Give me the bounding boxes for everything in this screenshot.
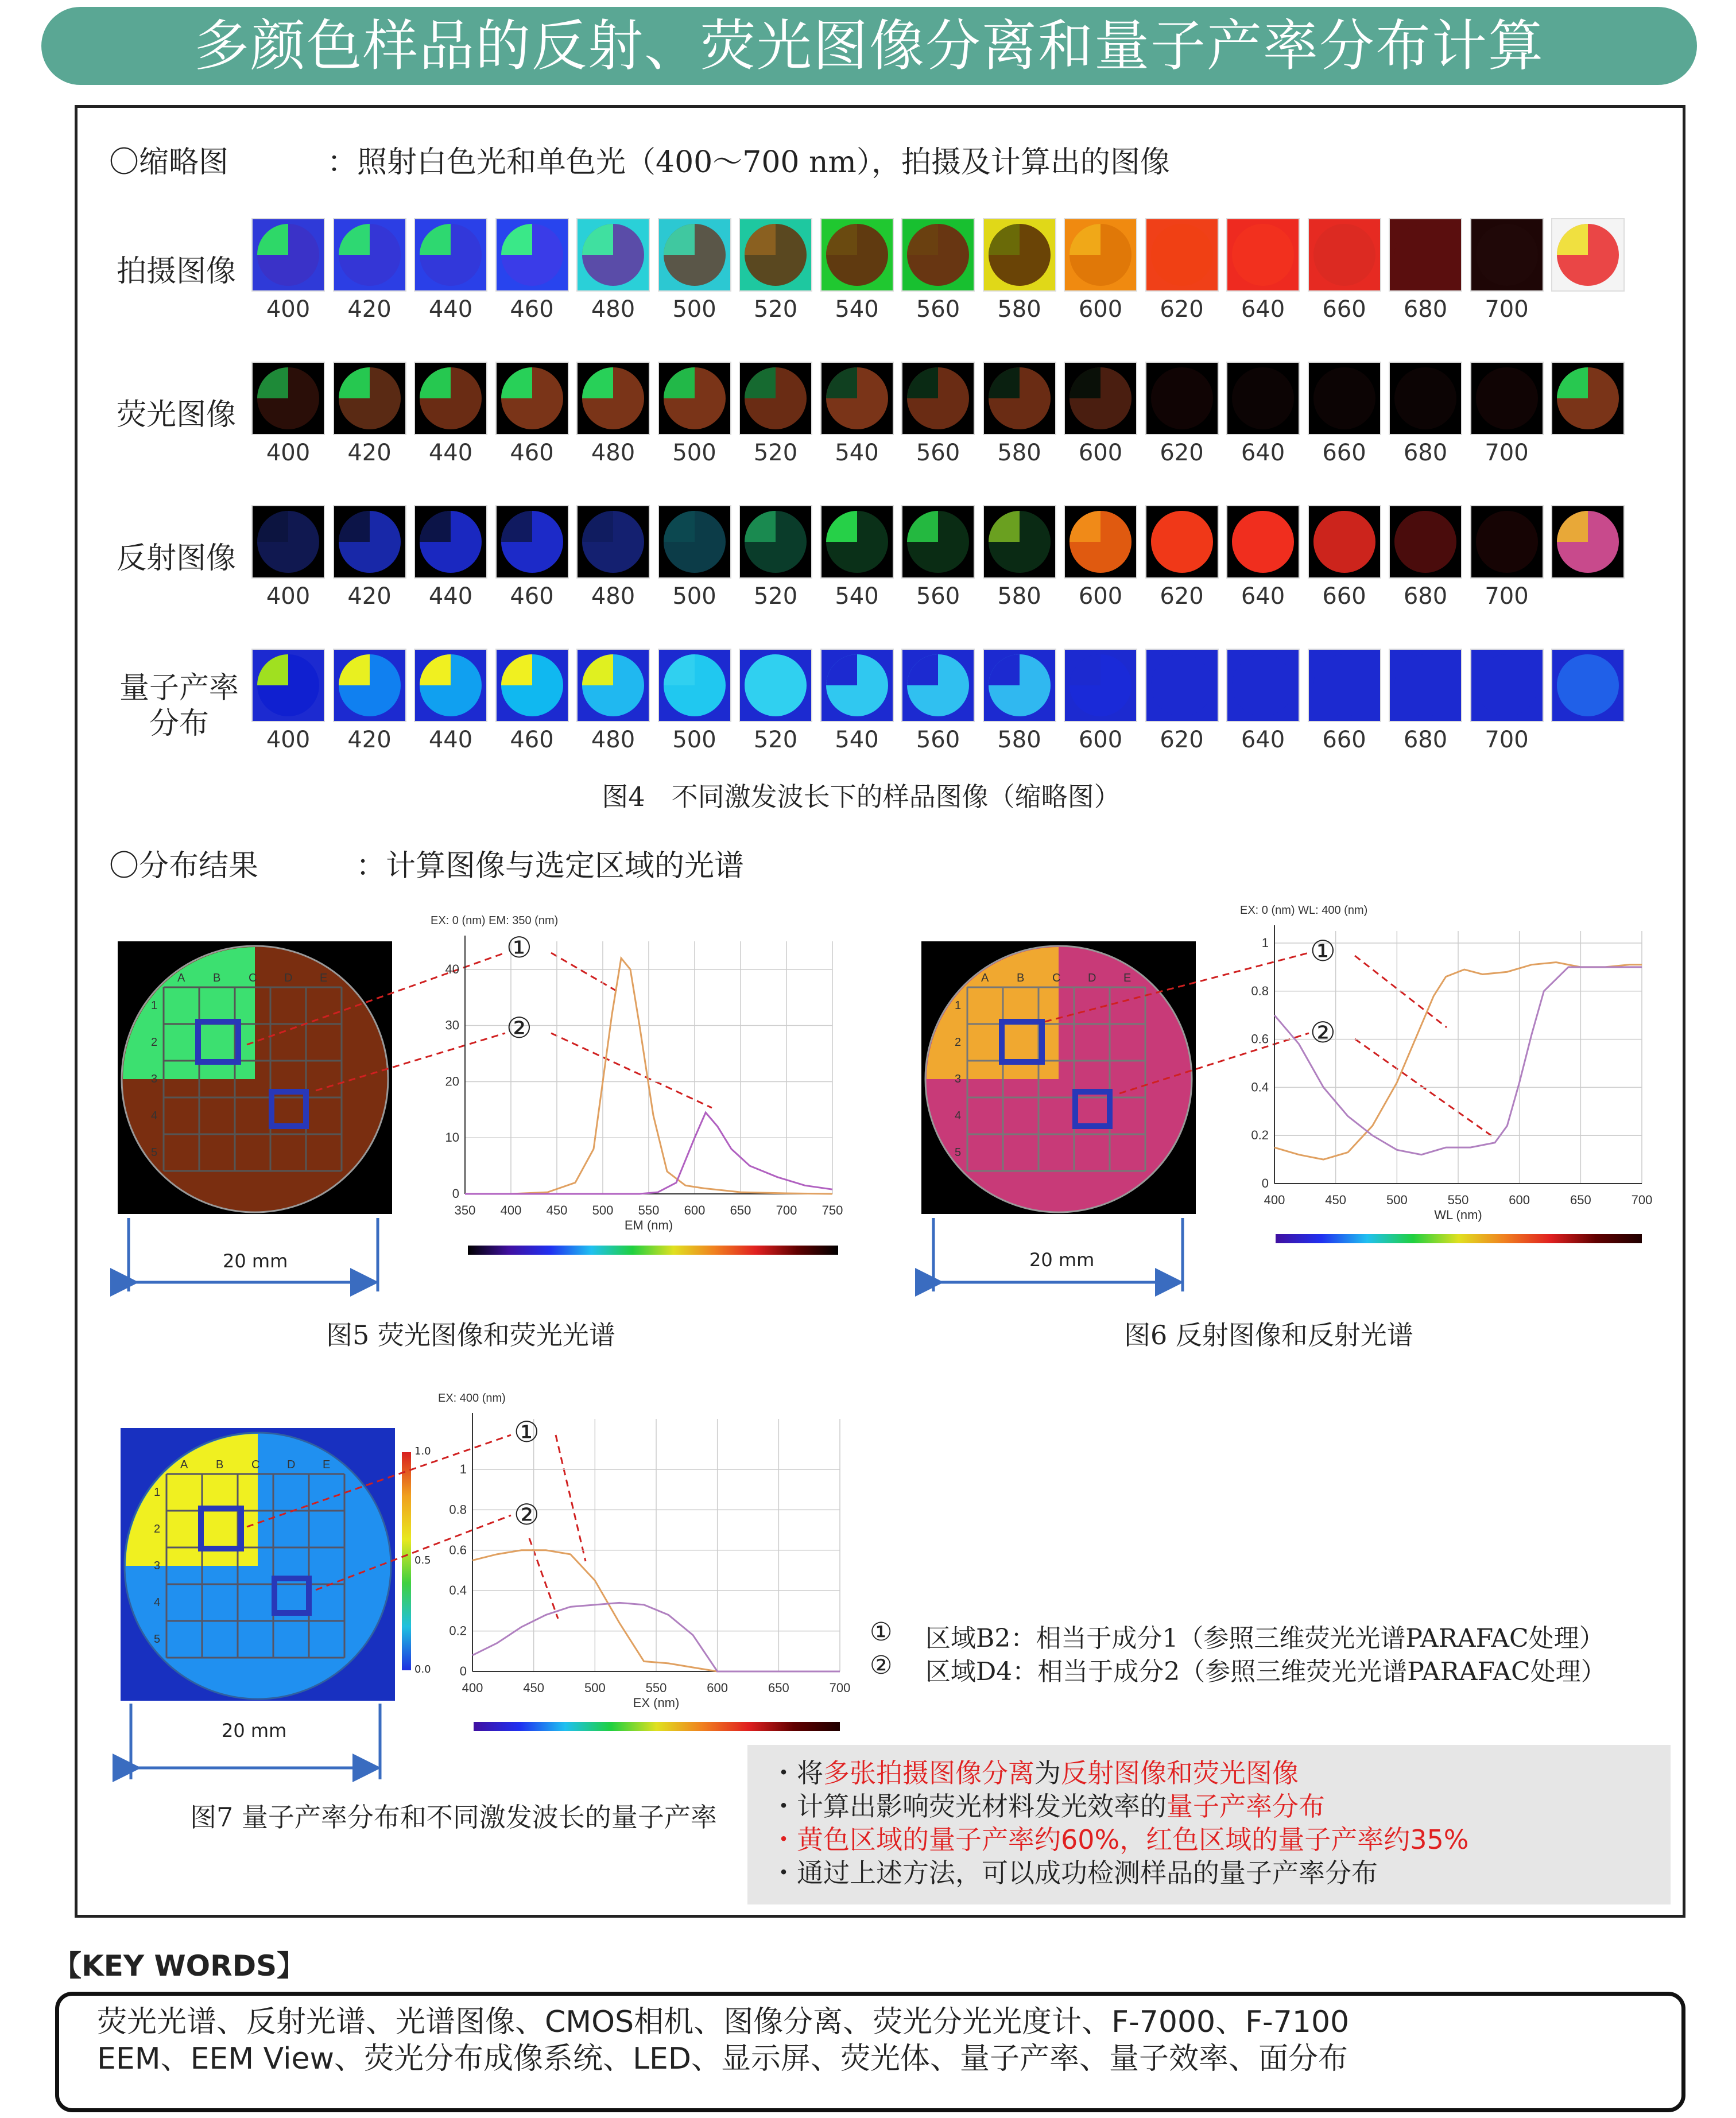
distribution-desc: ：计算图像与选定区域的光谱: [356, 849, 745, 883]
row-label-reflection: 反射图像: [116, 541, 236, 576]
wavelength-label: 400: [266, 296, 311, 323]
wavelength-label: 540: [835, 440, 879, 466]
colorbar-mid-label: 0.5: [414, 1554, 431, 1566]
fig6-caption: 图6 反射图像和反射光谱: [1124, 1320, 1413, 1351]
fig5-caption: 图5 荧光图像和荧光光谱: [326, 1320, 615, 1351]
fig6-scale-label: 20 mm: [1029, 1249, 1095, 1271]
wavelength-label: 660: [1322, 296, 1366, 323]
x-tick-label: 450: [523, 1681, 545, 1695]
wavelength-label: 560: [916, 296, 960, 323]
legend-item-1: 区域B2：相当于成分1（参照三维荧光光谱PARAFAC处理）: [925, 1624, 1605, 1653]
wavelength-label: 400: [266, 727, 311, 753]
wavelength-label: 520: [753, 727, 798, 753]
x-tick-label: 600: [707, 1681, 728, 1695]
grid-col-label: A: [177, 972, 185, 984]
fig6-marker-2: ②: [1310, 1016, 1336, 1049]
wavelength-label: 540: [835, 727, 879, 753]
x-tick-label: 700: [829, 1681, 851, 1695]
x-tick-label: 500: [1386, 1193, 1408, 1207]
x-axis-label: WL (nm): [1434, 1208, 1482, 1222]
grid-col-label: B: [1017, 972, 1025, 984]
wavelength-label: 420: [347, 727, 392, 753]
grid-row-label: 3: [154, 1560, 161, 1572]
summary-b3-b: 黄色区域的量子产率约60%，红色区域的量子产率约35%: [797, 1824, 1469, 1855]
x-tick-label: 650: [1570, 1193, 1591, 1207]
wavelength-label: 680: [1403, 296, 1448, 323]
distribution-heading: 〇分布结果: [109, 849, 259, 883]
grid-col-label: A: [180, 1458, 188, 1471]
wavelength-label: 640: [1241, 440, 1285, 466]
x-tick-label: 750: [822, 1203, 843, 1217]
fig7-marker-1: ①: [514, 1415, 540, 1449]
wavelength-label: 560: [916, 583, 960, 610]
wavelength-label: 580: [997, 440, 1041, 466]
grid-col-label: B: [213, 972, 221, 984]
keywords-title: 【KEY WORDS】: [53, 1949, 306, 1983]
summary-b3-a: ・: [770, 1824, 797, 1855]
wavelength-label: 480: [591, 583, 636, 610]
wavelength-label: 680: [1403, 583, 1448, 610]
x-tick-label: 500: [592, 1203, 614, 1217]
y-tick-label: 0.4: [1251, 1080, 1269, 1095]
grid-row-label: 4: [154, 1596, 161, 1609]
reflection-spectrum-chart: [1229, 897, 1665, 1252]
wavelength-label: 480: [591, 296, 636, 323]
wavelength-label: 620: [1160, 296, 1204, 323]
row-label-quantum: 量子产率分布: [119, 671, 239, 741]
thumbnails-desc: ：照射白色光和单色光（400～700 nm），拍摄及计算出的图像: [327, 145, 1170, 180]
grid-col-label: B: [216, 1458, 224, 1471]
y-tick-label: 0: [1261, 1176, 1269, 1190]
wavelength-label: 660: [1322, 583, 1366, 610]
grid-row-label: 2: [151, 1036, 158, 1049]
wavelength-label: 460: [510, 440, 554, 466]
summary-bullet-1: [770, 1756, 1671, 1790]
grid-row-label: 5: [154, 1633, 161, 1646]
wavelength-label: 700: [1485, 440, 1529, 466]
colorbar-max-label: 1.0: [414, 1445, 431, 1457]
keywords-line-1: 荧光光谱、反射光谱、光谱图像、CMOS相机、图像分离、荧光分光光度计、F-7000、F-7100: [97, 2005, 1350, 2039]
y-tick-label: 20: [445, 1074, 459, 1089]
wavelength-label: 480: [591, 727, 636, 753]
fig7-spectrum-bar: [474, 1722, 840, 1731]
wavelength-label: 460: [510, 583, 554, 610]
wavelength-label: 700: [1485, 296, 1529, 323]
chart-header: EX: 0 (nm) WL: 400 (nm): [1240, 904, 1368, 917]
wavelength-label: 460: [510, 296, 554, 323]
fig6-spectrum-bar: [1276, 1234, 1642, 1243]
wavelength-label: 500: [672, 727, 716, 753]
x-tick-label: 550: [638, 1203, 660, 1217]
y-tick-label: 0: [452, 1186, 459, 1201]
legend-item-2-num: ②: [870, 1651, 893, 1680]
x-tick-label: 700: [776, 1203, 797, 1217]
x-tick-label: 450: [1325, 1193, 1347, 1207]
grid-row-label: 4: [955, 1110, 962, 1122]
wavelength-label: 440: [428, 440, 473, 466]
summary-bullet-4: ・通过上述方法，可以成功检测样品的量子产率分布: [770, 1857, 1378, 1888]
fig7-marker-2: ②: [514, 1498, 540, 1531]
y-tick-label: 0: [459, 1664, 467, 1678]
y-tick-label: 10: [445, 1130, 459, 1145]
grid-row-label: 1: [955, 999, 962, 1012]
x-tick-label: 650: [768, 1681, 789, 1695]
x-tick-label: 650: [730, 1203, 751, 1217]
wavelength-label: 560: [916, 727, 960, 753]
wavelength-label: 620: [1160, 440, 1204, 466]
y-tick-label: 30: [445, 1018, 459, 1033]
grid-row-label: 1: [151, 999, 158, 1012]
x-tick-label: 550: [1447, 1193, 1469, 1207]
x-tick-label: 450: [546, 1203, 568, 1217]
y-tick-label: 40: [445, 961, 459, 976]
wavelength-label: 660: [1322, 440, 1366, 466]
wavelength-label: 580: [997, 296, 1041, 323]
wavelength-label: 540: [835, 296, 879, 323]
grid-col-label: D: [1088, 972, 1096, 984]
wavelength-label: 420: [347, 583, 392, 610]
wavelength-label: 600: [1078, 583, 1123, 610]
fig7-caption: 图7 量子产率分布和不同激发波长的量子产率: [190, 1802, 717, 1833]
wavelength-label: 600: [1078, 440, 1123, 466]
grid-col-label: C: [249, 972, 257, 984]
x-tick-label: 400: [500, 1203, 522, 1217]
wavelength-label: 500: [672, 296, 716, 323]
grid-col-label: C: [1052, 972, 1061, 984]
row-label-fluorescence: 荧光图像: [116, 398, 236, 432]
x-tick-label: 600: [1509, 1193, 1530, 1207]
wavelength-label: 700: [1485, 727, 1529, 753]
summary-bullet-3: [770, 1823, 1671, 1856]
chart-header: EX: 400 (nm): [438, 1392, 506, 1405]
grid-row-label: 2: [955, 1036, 962, 1049]
keywords-box: [55, 1992, 1685, 2112]
x-axis-label: EX (nm): [633, 1696, 680, 1710]
summary-b1-a: ・将: [770, 1758, 823, 1789]
fig5-marker-1: ①: [506, 931, 532, 964]
wavelength-label: 620: [1160, 583, 1204, 610]
grid-row-label: 1: [154, 1486, 161, 1499]
fig7-scale-label: 20 mm: [222, 1720, 287, 1741]
fig5-scale-label: 20 mm: [223, 1250, 288, 1272]
grid-col-label: E: [320, 972, 328, 984]
summary-b1-c: 为: [1034, 1758, 1061, 1789]
x-tick-label: 400: [462, 1681, 483, 1695]
wavelength-label: 400: [266, 440, 311, 466]
wavelength-label: 700: [1485, 583, 1529, 610]
wavelength-label: 520: [753, 296, 798, 323]
summary-b2-a: ・计算出影响荧光材料发光效率的: [770, 1791, 1167, 1822]
wavelength-label: 500: [672, 440, 716, 466]
grid-row-label: 4: [151, 1110, 158, 1122]
wavelength-label: 680: [1403, 727, 1448, 753]
wavelength-label: 580: [997, 583, 1041, 610]
wavelength-label: 420: [347, 440, 392, 466]
summary-b1-d: 反射图像和荧光图像: [1061, 1758, 1299, 1789]
y-tick-label: 0.8: [1251, 983, 1269, 998]
summary-b1-b: 多张拍摄图像分离: [823, 1758, 1034, 1789]
x-axis-label: EM (nm): [624, 1218, 673, 1232]
wavelength-label: 680: [1403, 440, 1448, 466]
wavelength-label: 480: [591, 440, 636, 466]
wavelength-label: 640: [1241, 296, 1285, 323]
wavelength-label: 420: [347, 296, 392, 323]
row-label-captured: 拍摄图像: [116, 254, 236, 289]
y-tick-label: 0.4: [449, 1583, 467, 1598]
fluorescence-spectrum-chart: [425, 907, 861, 1263]
x-tick-label: 400: [1264, 1193, 1285, 1207]
wavelength-label: 660: [1322, 727, 1366, 753]
x-tick-label: 700: [1631, 1193, 1653, 1207]
summary-box: [747, 1745, 1671, 1904]
grid-col-label: E: [1123, 972, 1132, 984]
summary-b2-b: 量子产率分布: [1167, 1791, 1325, 1822]
grid-row-label: 5: [151, 1146, 158, 1159]
grid-col-label: D: [287, 1458, 296, 1471]
y-tick-label: 0.2: [1251, 1128, 1269, 1143]
fig5-marker-2: ②: [506, 1011, 532, 1045]
grid-row-label: 3: [955, 1073, 962, 1085]
quantum-yield-chart: [428, 1384, 864, 1740]
wavelength-label: 440: [428, 296, 473, 323]
y-tick-label: 1: [1261, 935, 1269, 950]
x-tick-label: 350: [454, 1203, 476, 1217]
grid-col-label: C: [251, 1458, 260, 1471]
wavelength-label: 560: [916, 440, 960, 466]
x-tick-label: 500: [584, 1681, 606, 1695]
wavelength-label: 520: [753, 440, 798, 466]
wavelength-label: 400: [266, 583, 311, 610]
grid-row-label: 5: [955, 1146, 962, 1159]
grid-col-label: A: [981, 972, 989, 984]
wavelength-label: 540: [835, 583, 879, 610]
wavelength-label: 600: [1078, 296, 1123, 323]
wavelength-label: 600: [1078, 727, 1123, 753]
y-tick-label: 0.6: [449, 1542, 467, 1557]
summary-bullet-2: [770, 1790, 1671, 1823]
fig6-marker-1: ①: [1310, 934, 1336, 968]
y-tick-label: 0.6: [1251, 1031, 1269, 1046]
x-tick-label: 600: [684, 1203, 706, 1217]
wavelength-label: 520: [753, 583, 798, 610]
series-line-1: [472, 1550, 742, 1671]
wavelength-label: 620: [1160, 727, 1204, 753]
y-tick-label: 1: [459, 1462, 467, 1476]
y-tick-label: 0.2: [449, 1623, 467, 1638]
y-tick-label: 0.8: [449, 1502, 467, 1517]
fig5-spectrum-bar: [468, 1246, 838, 1255]
grid-col-label: E: [323, 1458, 331, 1471]
page-title: 多颜色样品的反射、荧光图像分离和量子产率分布计算: [41, 7, 1697, 85]
grid-row-label: 2: [154, 1523, 161, 1535]
wavelength-label: 640: [1241, 727, 1285, 753]
grid-col-label: D: [284, 972, 293, 984]
wavelength-label: 440: [428, 727, 473, 753]
thumbnails-heading: 〇缩略图: [109, 145, 229, 180]
wavelength-label: 580: [997, 727, 1041, 753]
wavelength-label: 440: [428, 583, 473, 610]
legend-item-2: 区域D4：相当于成分2（参照三维荧光光谱PARAFAC处理）: [925, 1657, 1606, 1686]
wavelength-label: 640: [1241, 583, 1285, 610]
fig4-caption: 图4 不同激发波长下的样品图像（缩略图）: [602, 781, 1121, 812]
colorbar-min-label: 0.0: [414, 1663, 431, 1675]
grid-row-label: 3: [151, 1073, 158, 1085]
wavelength-label: 500: [672, 583, 716, 610]
chart-header: EX: 0 (nm) EM: 350 (nm): [431, 914, 559, 927]
wavelength-label: 460: [510, 727, 554, 753]
x-tick-label: 550: [645, 1681, 667, 1695]
legend-item-1-num: ①: [870, 1617, 893, 1647]
keywords-line-2: EEM、EEM View、荧光分布成像系统、LED、显示屏、荧光体、量子产率、量子效率、面分布: [97, 2042, 1348, 2076]
